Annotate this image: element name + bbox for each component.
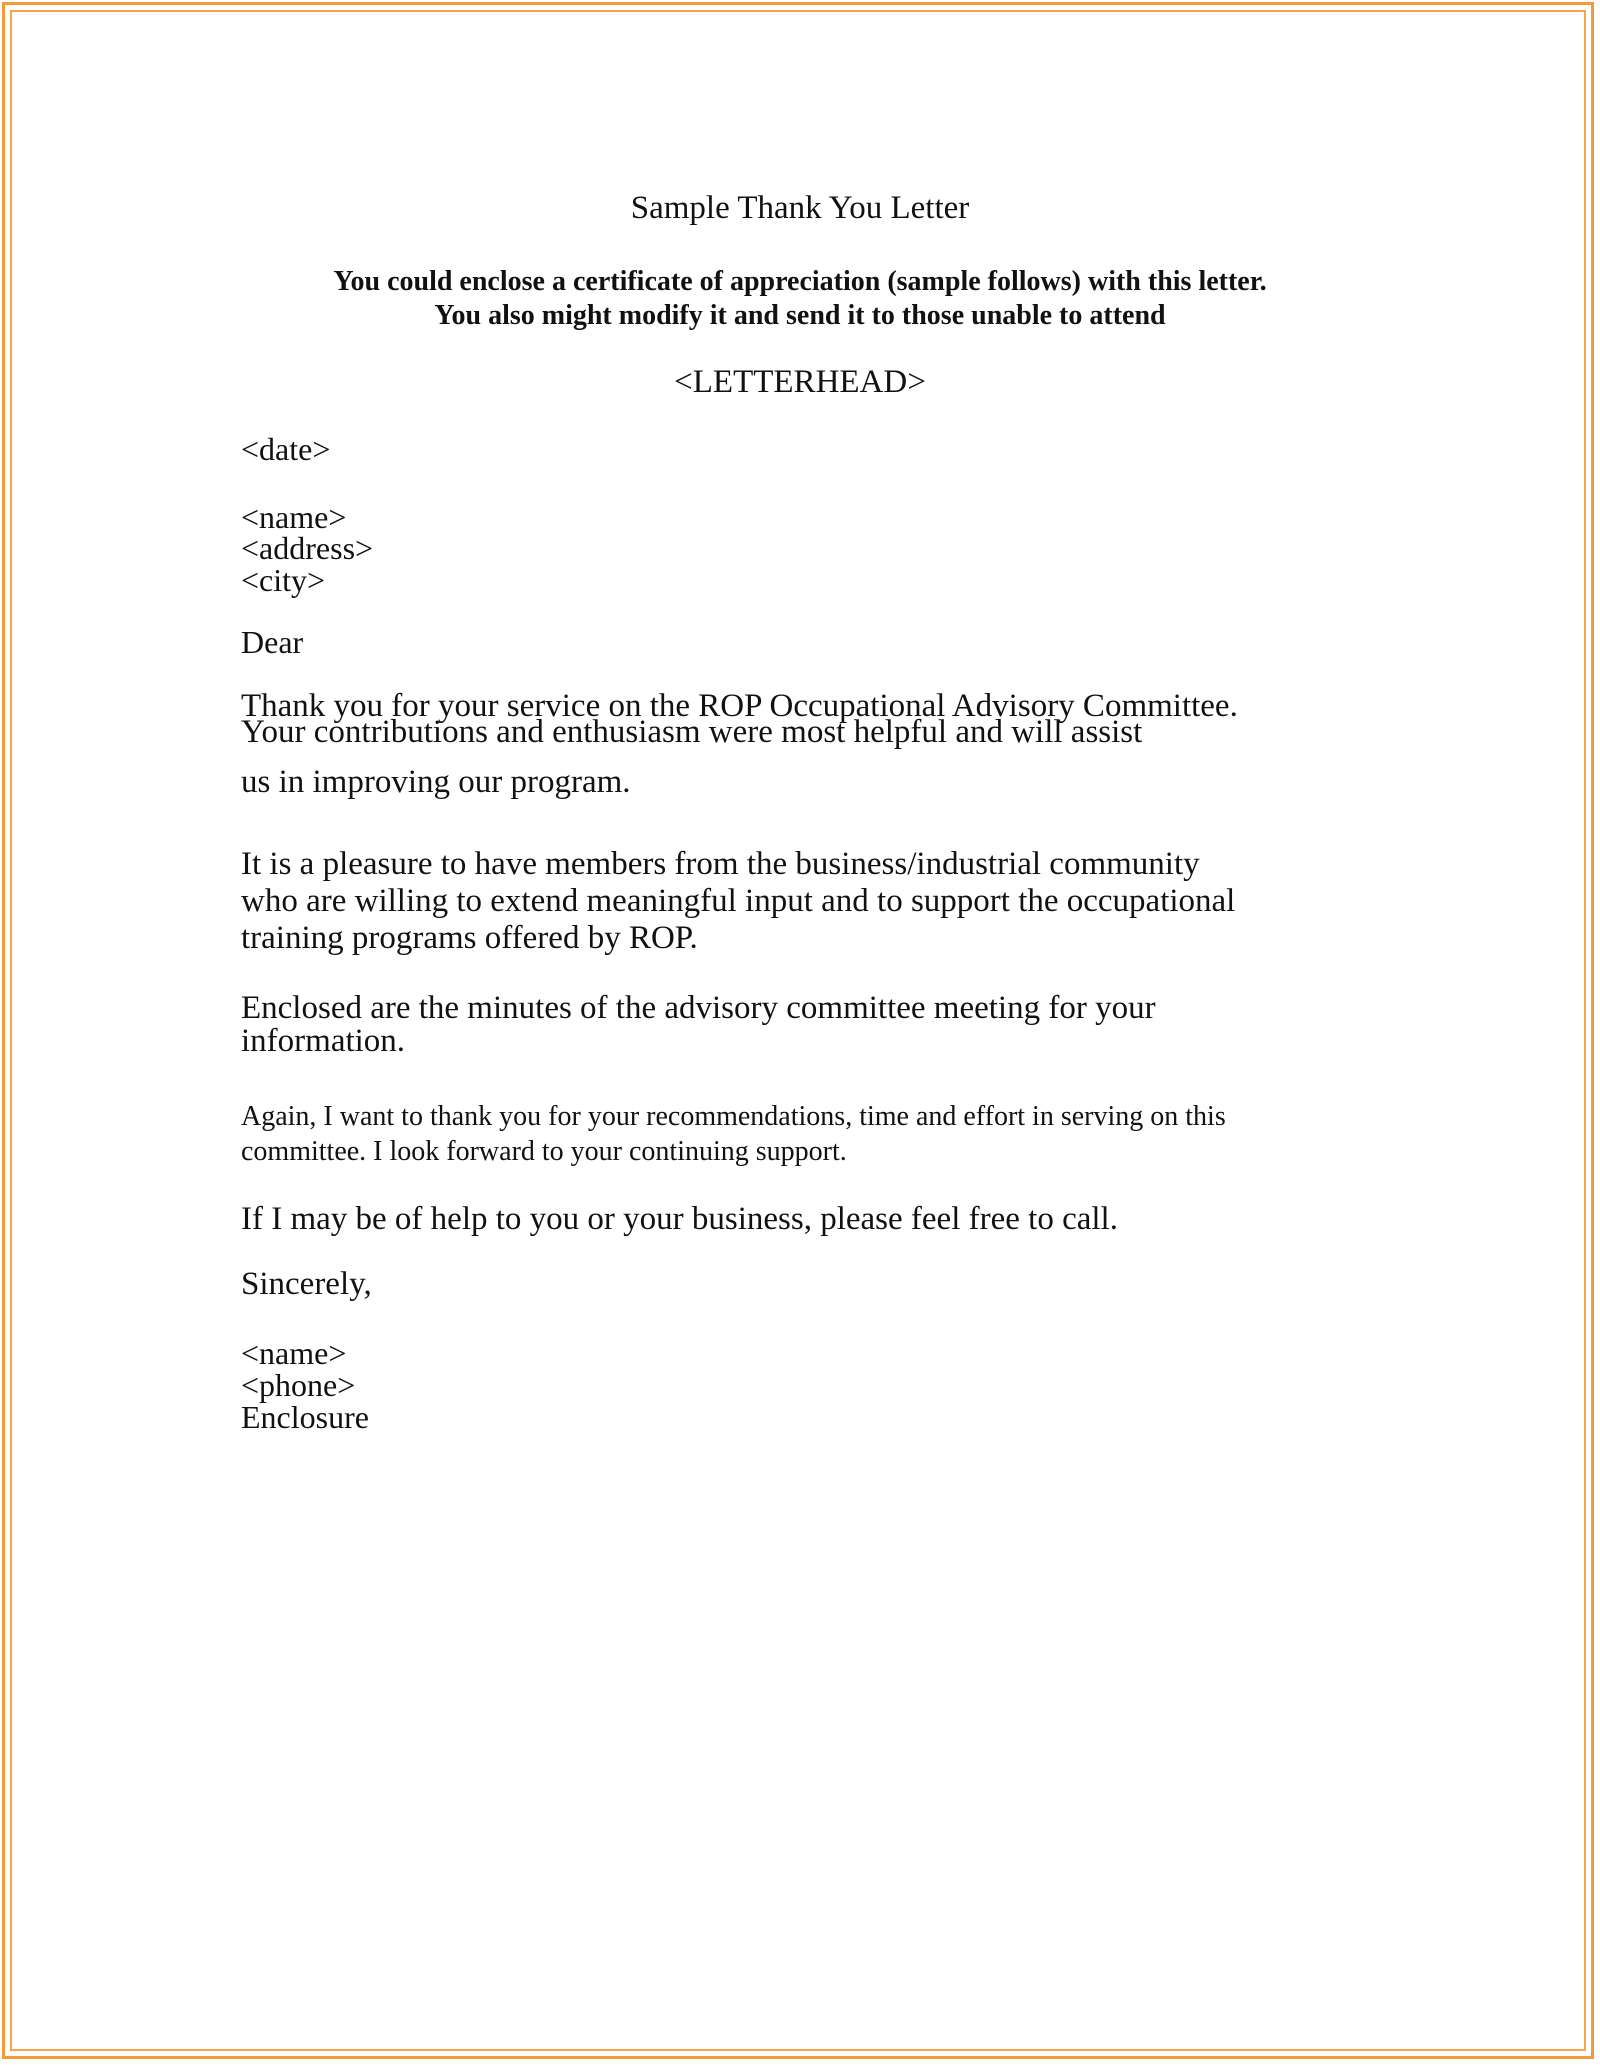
body-paragraph-1-line-3: us in improving our program.	[241, 764, 631, 800]
body-paragraph-2: It is a pleasure to have members from the business/industrial community who are willing to extend meaningful input and to support the occupational training programs offered by ROP.	[241, 846, 1236, 956]
note-line-1: You could enclose a certificate of appreciation (sample follows) with this letter.	[333, 266, 1267, 297]
body-paragraph-1-line-1: Thank you for your service on the ROP Occupational Advisory Committee.	[241, 688, 1238, 724]
signature-phone: <phone>	[241, 1367, 356, 1403]
date-placeholder: <date>	[241, 431, 331, 467]
recipient-city: <city>	[241, 562, 326, 598]
recipient-name: <name>	[241, 499, 347, 535]
recipient-address: <address>	[241, 530, 374, 566]
letter-title: Sample Thank You Letter	[630, 190, 970, 226]
letterhead-placeholder: <LETTERHEAD>	[674, 364, 926, 400]
signature-name: <name>	[241, 1335, 347, 1371]
body-paragraph-5: If I may be of help to you or your business, please feel free to call.	[241, 1201, 1118, 1237]
enclosure-note: Enclosure	[241, 1399, 369, 1435]
body-paragraph-1-line-2: Your contributions and enthusiasm were most helpful and will assist	[241, 714, 1143, 750]
note-line-2: You also might modify it and send it to those unable to attend	[434, 300, 1166, 331]
body-paragraph-3: Enclosed are the minutes of the advisory committee meeting for your information.	[241, 990, 1156, 1059]
closing: Sincerely,	[241, 1266, 372, 1302]
body-paragraph-4: Again, I want to thank you for your recommendations, time and effort in serving on this committee. I look forward to your continuing support.	[241, 1101, 1226, 1167]
salutation: Dear	[241, 624, 304, 660]
